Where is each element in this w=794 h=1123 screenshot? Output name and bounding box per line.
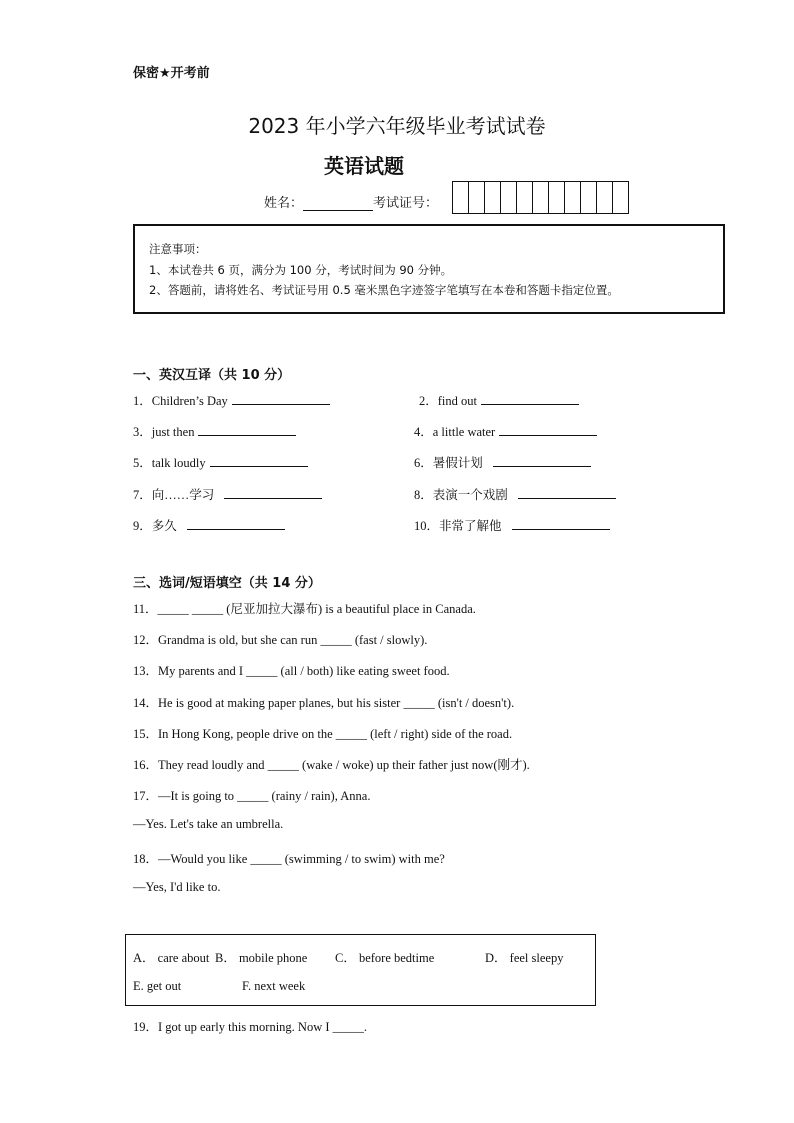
translation-item: 3．just then	[133, 422, 296, 440]
notice-line-1: 1、本试卷共 6 页，满分为 100 分，考试时间为 90 分钟。	[149, 263, 453, 277]
option-f: F. next week	[242, 979, 306, 993]
translation-item: 9．多久	[133, 516, 285, 534]
section-1-title: 一、英汉互译（共 10 分）	[133, 368, 291, 383]
exam-title: 2023 年小学六年级毕业考试试卷	[248, 114, 546, 138]
name-field[interactable]	[303, 196, 373, 211]
name-label: 姓名：	[264, 196, 304, 211]
question-line: 15．In Hong Kong, people drive on the _____ (left / right) side of the road.	[133, 727, 513, 741]
answer-line: —Yes. Let's take an umbrella.	[133, 817, 284, 831]
question-line: 19．I got up early this morning. Now I _____.	[133, 1020, 368, 1034]
option-e: E. get out	[133, 979, 182, 993]
option-a: A． care about	[133, 951, 210, 965]
question-line: 18．—Would you like _____ (swimming / to swim) with me?	[133, 852, 445, 866]
notice-heading: 注意事项：	[149, 242, 207, 256]
option-d: D． feel sleepy	[485, 951, 564, 965]
translation-item: 7．向……学习	[133, 485, 322, 503]
confidential-label: 保密★开考前	[133, 66, 210, 81]
translation-item: 8．表演一个戏剧	[414, 485, 616, 503]
candidate-info-row	[264, 192, 438, 211]
translation-item: 4．a little water	[414, 422, 597, 440]
option-c: C． before bedtime	[335, 951, 435, 965]
options-box	[125, 934, 596, 1006]
question-line: 12．Grandma is old, but she can run _____ (fast / slowly).	[133, 633, 428, 647]
translation-item: 10．非常了解他	[414, 516, 610, 534]
exam-id-label: 考试证号：	[373, 196, 439, 211]
section-3-title: 三、选词/短语填空（共 14 分）	[133, 576, 321, 591]
question-line: 14．He is good at making paper planes, but his sister _____ (isn't / doesn't).	[133, 696, 515, 710]
exam-id-boxes[interactable]	[452, 181, 629, 214]
answer-line: —Yes, I'd like to.	[133, 880, 221, 894]
translation-item: 6．暑假计划	[414, 453, 591, 471]
subject-title: 英语试题	[324, 154, 404, 178]
translation-item: 5．talk loudly	[133, 453, 308, 471]
question-line: 17．—It is going to _____ (rainy / rain), Anna.	[133, 789, 371, 803]
translation-item: 2．find out	[419, 391, 579, 409]
question-line: 16．They read loudly and _____ (wake / woke) up their father just now(刚才).	[133, 758, 530, 772]
option-b: B． mobile phone	[215, 951, 308, 965]
translation-item: 1．Children’s Day	[133, 391, 330, 409]
notice-line-2: 2、答题前，请将姓名、考试证号用 0.5 毫米黑色字迹签字笔填写在本卷和答题卡指定位置。	[149, 283, 619, 297]
question-line: 11．_____ _____ (尼亚加拉大瀑布) is a beautiful place in Canada.	[133, 602, 476, 616]
question-line: 13．My parents and I _____ (all / both) like eating sweet food.	[133, 664, 450, 678]
notice-box	[133, 224, 725, 314]
